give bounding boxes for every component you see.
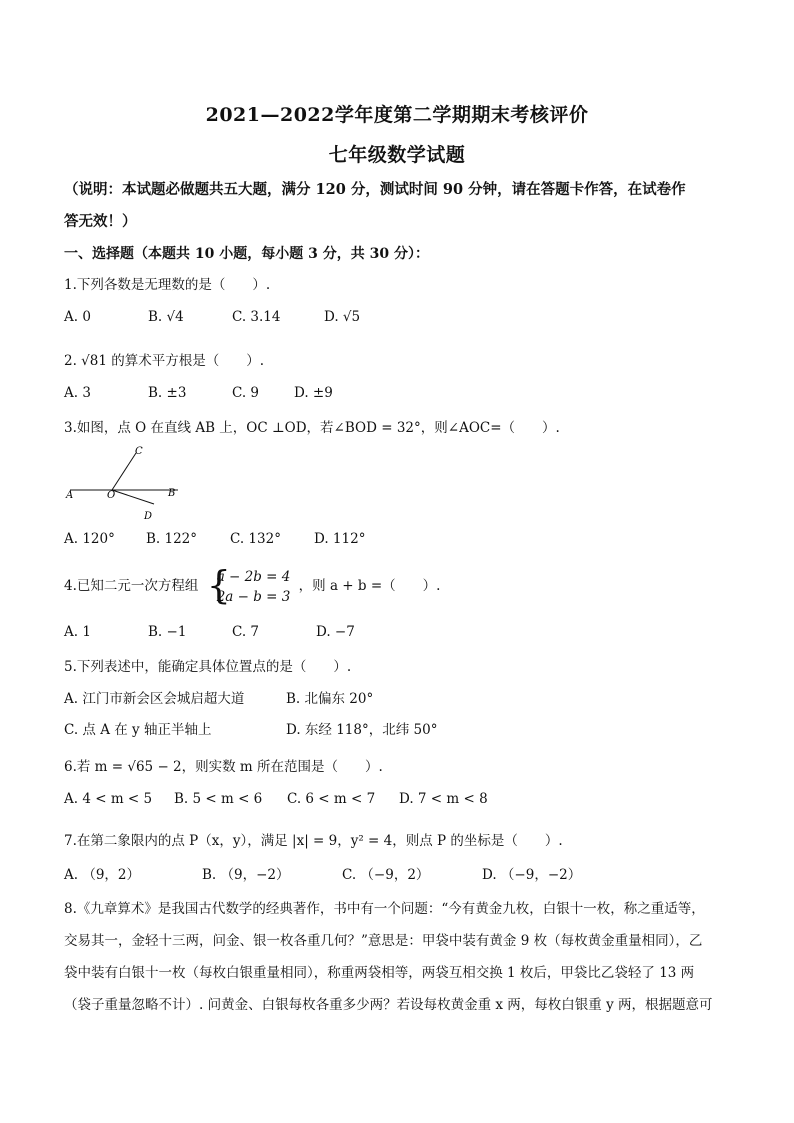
question-8-line3: 袋中装有白银十一枚（每枚白银重量相同），称重两袋相等，两袋互相交换 1 枚后，甲袋比乙袋轻了 13 两	[64, 965, 695, 981]
question-7-options	[64, 863, 581, 883]
q4-option-d: D. −7	[316, 624, 355, 640]
brace-glyph: {	[206, 562, 231, 607]
q3-option-a: A. 120°	[64, 531, 115, 547]
exam-title: 2021—2022学年度第二学期期末考核评价	[205, 104, 589, 126]
q2-option-b: B. ±3	[148, 385, 187, 401]
question-8-line2: 交易其一，金轻十三两，问金、银一枚各重几何？”意思是：甲袋中装有黄金 9 枚（每枚黄金重量相同），乙	[64, 933, 703, 949]
q7-option-a: A. （9，2）	[64, 867, 141, 883]
equation-1: a − 2b = 4	[216, 568, 291, 585]
q1-option-c: C. 3.14	[232, 309, 281, 325]
q1-option-b: B. √4	[148, 309, 184, 325]
q2-option-c: C. 9	[232, 385, 260, 401]
question-6-stem: 6.若 m = √65 − 2，则实数 m 所在范围是（ ）.	[64, 759, 383, 775]
q4-stem-prefix: 4.已知二元一次方程组	[64, 578, 199, 594]
exam-note-line1: （说明：本试题必做题共五大题，满分 120 分，测试时间 90 分钟，请在答题卡作答，在试卷作	[64, 181, 686, 198]
question-6-options	[64, 791, 488, 807]
q6-option-c: C. 6 < m < 7	[287, 791, 376, 807]
label-c: C	[135, 446, 143, 457]
exam-subtitle: 七年级数学试题	[328, 144, 466, 166]
question-4-stem	[64, 562, 441, 607]
question-8-line4: （袋子重量忽略不计）. 问黄金、白银每枚各重多少两？若设每枚黄金重 x 两，每枚白银重 y 两，根据题意可	[64, 997, 713, 1013]
q3-option-b: B. 122°	[146, 531, 198, 547]
section-heading: 一、选择题（本题共 10 小题，每小题 3 分，共 30 分）：	[64, 246, 429, 262]
label-b: B	[168, 488, 176, 499]
q5-option-b: B. 北偏东 20°	[286, 691, 374, 707]
q4-option-c: C. 7	[232, 624, 260, 640]
q2-option-a: A. 3	[64, 385, 91, 401]
q6-option-a: A. 4 < m < 5	[64, 791, 153, 807]
q2-option-d: D. ±9	[294, 385, 333, 401]
question-7-stem: 7.在第二象限内的点 P（x，y），满足 |x| = 9，y² = 4，则点 P 的坐标是（ ）.	[64, 833, 563, 849]
question-2-stem: 2. √81 的算术平方根是（ ）.	[64, 353, 265, 369]
q3-option-d: D. 112°	[314, 531, 366, 547]
q4-option-b: B. −1	[148, 624, 187, 640]
ray-oc	[112, 453, 136, 490]
question-2-options	[64, 385, 333, 401]
angle-figure	[60, 440, 190, 524]
exam-note-line2: 答无效！）	[64, 213, 137, 230]
q5-option-c: C. 点 A 在 y 轴正半轴上	[64, 722, 212, 738]
q1-option-a: A. 0	[64, 309, 91, 325]
q5-option-a: A. 江门市新会区会城启超大道	[64, 691, 245, 707]
q4-stem-suffix: ，则 a + b =（ ）.	[298, 578, 441, 594]
q6-option-d: D. 7 < m < 8	[399, 791, 488, 807]
label-o: O	[107, 490, 116, 501]
q6-option-b: B. 5 < m < 6	[174, 791, 263, 807]
q1-option-d: D. √5	[324, 309, 361, 325]
question-5-options-row1	[64, 687, 373, 707]
label-a: A	[66, 490, 74, 501]
q7-option-c: C. （−9，2）	[342, 867, 430, 883]
question-3-options	[64, 531, 365, 547]
equation-system	[206, 562, 291, 607]
question-5-stem: 5.下列表述中，能确定具体位置点的是（ ）.	[64, 659, 352, 675]
question-4-options	[64, 624, 355, 640]
question-8-line1: 8.《九章算术》是我国古代数学的经典著作，书中有一个问题：“今有黄金九枚，白银十一枚，称之重适等，	[64, 901, 705, 917]
q7-option-b: B. （9，−2）	[202, 867, 290, 883]
equation-2: 2a − b = 3	[216, 588, 291, 605]
question-5-options-row2	[64, 718, 437, 738]
label-d: D	[144, 511, 153, 522]
question-1-options	[64, 309, 360, 325]
question-1-stem: 1.下列各数是无理数的是（ ）.	[64, 277, 271, 293]
q7-option-d: D. （−9，−2）	[482, 867, 582, 883]
question-3-stem: 3.如图，点 O 在直线 AB 上，OC ⊥OD，若∠BOD = 32°，则∠AOC=（ ）.	[64, 420, 560, 436]
q4-option-a: A. 1	[64, 624, 91, 640]
q3-option-c: C. 132°	[230, 531, 281, 547]
ray-od	[112, 490, 154, 504]
q5-option-d: D. 东经 118°，北纬 50°	[286, 722, 438, 738]
